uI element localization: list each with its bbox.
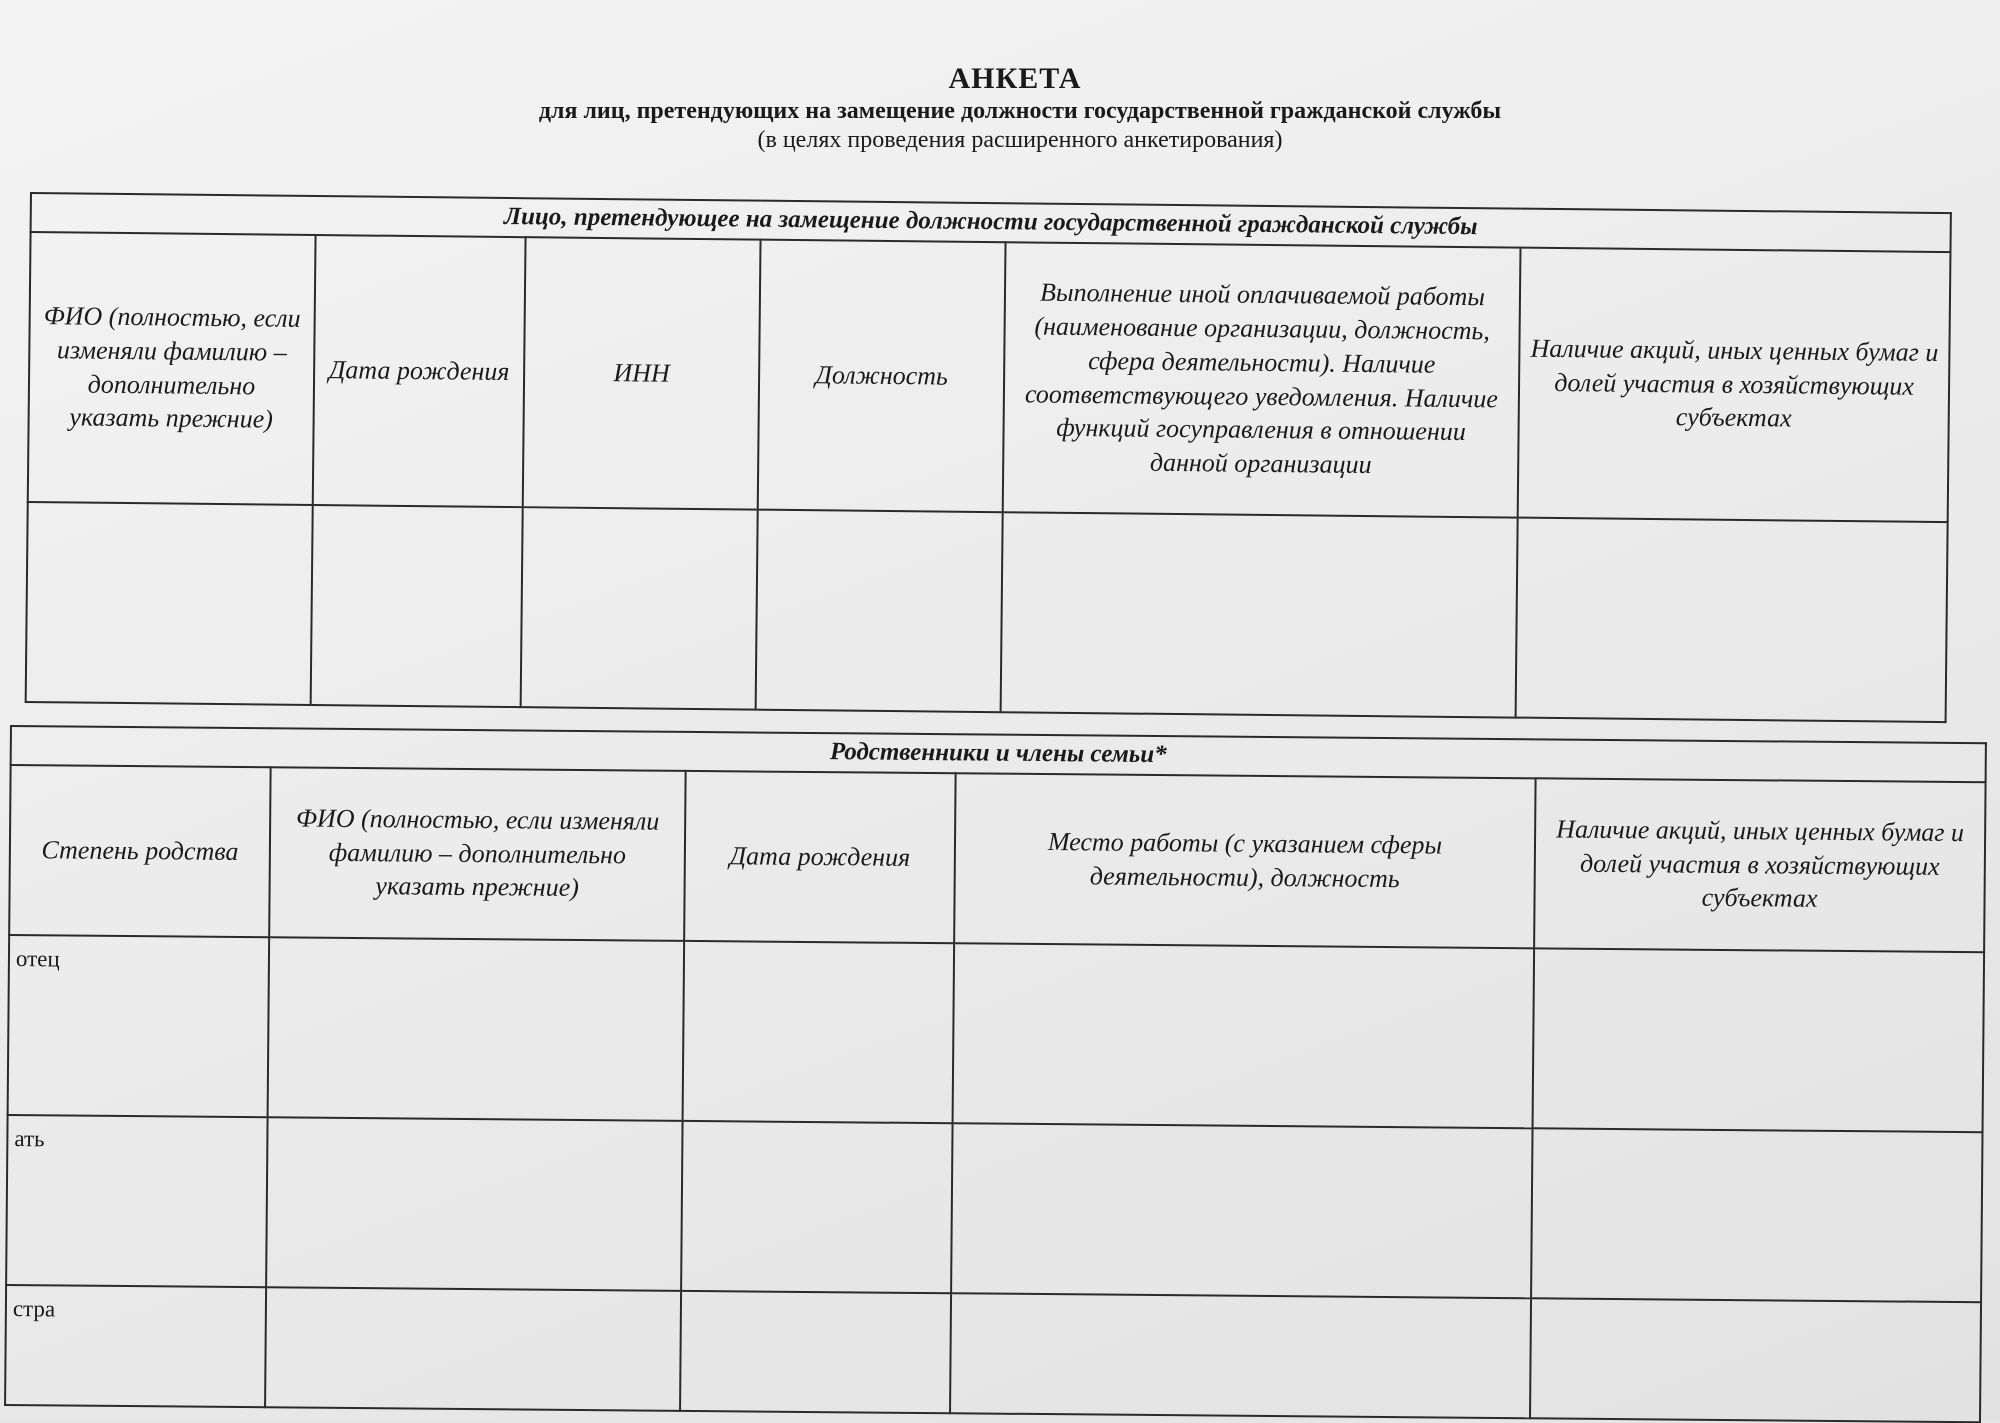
person-cell-position[interactable] bbox=[756, 509, 1003, 712]
person-cell-birthdate[interactable] bbox=[311, 504, 523, 706]
family-cell[interactable] bbox=[951, 1123, 1532, 1298]
document-note: (в целях проведения расширенного анкетирования) bbox=[757, 127, 1283, 153]
person-header-birthdate: Дата рождения bbox=[313, 234, 526, 506]
family-row-label: стра bbox=[5, 1284, 266, 1406]
document-header bbox=[0, 62, 2000, 154]
table-row bbox=[6, 1114, 1982, 1301]
family-cell[interactable] bbox=[266, 1117, 682, 1291]
family-row-label: ать bbox=[6, 1114, 267, 1286]
family-cell[interactable] bbox=[1531, 1128, 1982, 1302]
person-cell-fio[interactable] bbox=[26, 501, 313, 704]
person-header-other-work: Выполнение иной оплачиваемой работы (наименование организации, должность, сфера деятельности). Наличие соответствующего уведомления. Наличие функций госуправления в отношении данной организации bbox=[1003, 242, 1521, 517]
person-section-title: Лицо, претендующее на замещение должности государственной гражданской службы bbox=[31, 193, 1951, 252]
family-section-title: Родственники и члены семьи* bbox=[11, 726, 1986, 782]
person-header-shares: Наличие акций, иных ценных бумаг и долей участия в хозяйствующих субъектах bbox=[1518, 247, 1951, 521]
family-header-birthdate: Дата рождения bbox=[684, 770, 955, 942]
table-row bbox=[5, 1284, 1981, 1421]
family-cell[interactable] bbox=[683, 940, 955, 1122]
person-header-fio: ФИО (полностью, если изменяли фамилию – дополнительно указать прежние) bbox=[28, 232, 316, 505]
family-cell[interactable] bbox=[953, 943, 1535, 1128]
person-cell-shares[interactable] bbox=[1516, 517, 1948, 721]
document-title: АНКЕТА bbox=[948, 62, 1082, 95]
family-cell[interactable] bbox=[1530, 1298, 1981, 1422]
family-header-relation: Степень родства bbox=[9, 765, 270, 937]
table-row bbox=[8, 935, 1984, 1132]
family-cell[interactable] bbox=[265, 1287, 681, 1411]
person-header-position: Должность bbox=[758, 239, 1006, 512]
family-header-fio: ФИО (полностью, если изменяли фамилию – дополнительно указать прежние) bbox=[269, 767, 685, 941]
person-header-inn: ИНН bbox=[523, 237, 761, 509]
family-cell[interactable] bbox=[680, 1290, 951, 1412]
person-table bbox=[25, 192, 1952, 723]
family-cell[interactable] bbox=[681, 1120, 952, 1292]
family-row-label: отец bbox=[8, 935, 270, 1117]
person-cell-inn[interactable] bbox=[521, 507, 758, 709]
family-cell[interactable] bbox=[1533, 948, 1985, 1132]
family-cell[interactable] bbox=[268, 937, 685, 1121]
family-header-workplace: Место работы (с указанием сферы деятельности), должность bbox=[954, 773, 1535, 948]
document-subtitle: для лиц, претендующих на замещение должности государственной гражданской службы bbox=[538, 98, 1502, 124]
family-cell[interactable] bbox=[950, 1293, 1531, 1418]
person-cell-other-work[interactable] bbox=[1001, 512, 1518, 717]
family-header-shares: Наличие акций, иных ценных бумаг и долей участия в хозяйствующих субъектах bbox=[1534, 778, 1985, 952]
family-table bbox=[4, 725, 1987, 1423]
